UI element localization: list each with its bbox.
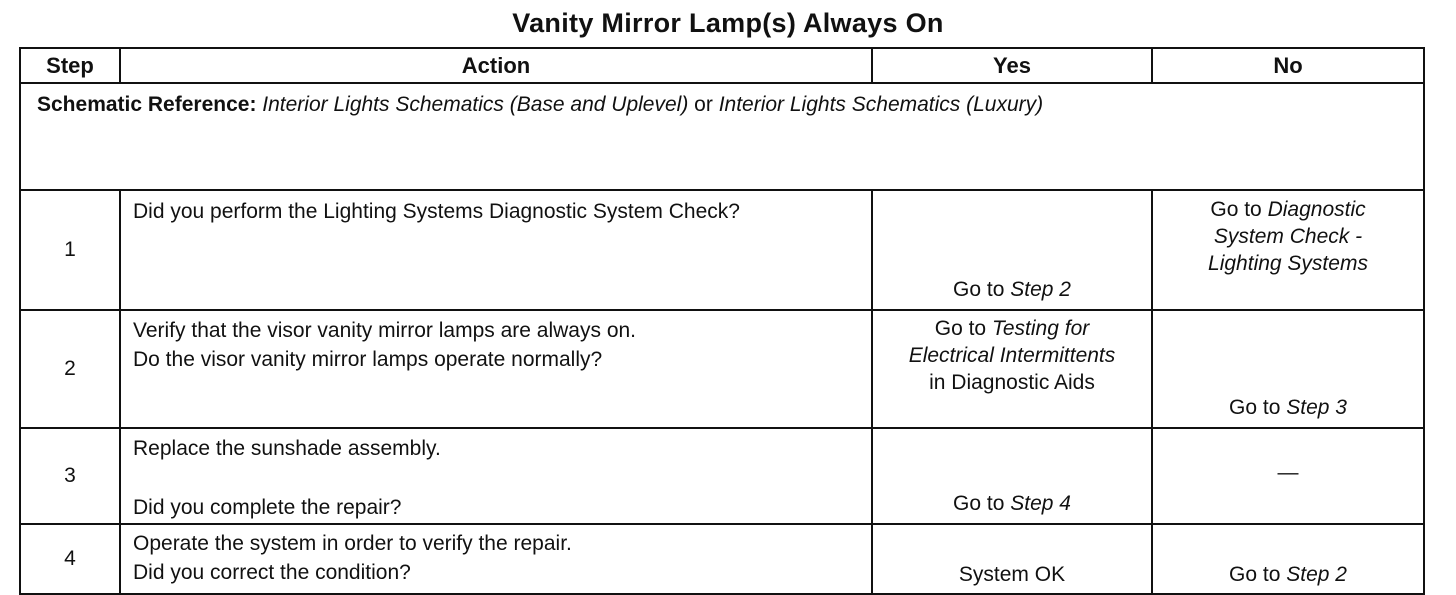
table-row (20, 428, 1424, 524)
action-cell (120, 524, 872, 594)
no-step-link[interactable]: Step 2 (1286, 563, 1347, 586)
schematic-reference-connector: or (694, 93, 713, 116)
step-number: 2 (20, 310, 120, 428)
header-row (20, 48, 1424, 83)
table-row (20, 310, 1424, 428)
action-cell (120, 190, 872, 310)
yes-step-link[interactable]: Step 4 (1010, 492, 1071, 515)
yes-cell (872, 190, 1152, 310)
header-step: Step (20, 48, 120, 83)
yes-link-line1[interactable]: Testing for (991, 317, 1090, 340)
action-question: Do the visor vanity mirror lamps operate normally? (133, 348, 603, 371)
no-link-line3[interactable]: Lighting Systems (1208, 252, 1368, 275)
no-dash: — (1277, 460, 1299, 484)
action-text: Replace the sunshade assembly. (133, 437, 441, 460)
schematic-reference-row (20, 83, 1424, 190)
table-row (20, 190, 1424, 310)
no-prefix: Go to (1229, 563, 1281, 586)
no-link-line1[interactable]: Diagnostic (1267, 198, 1366, 221)
step-number: 3 (20, 428, 120, 524)
no-cell (1152, 428, 1424, 524)
yes-step-link[interactable]: Step 2 (1010, 278, 1071, 301)
no-prefix: Go to (1210, 198, 1262, 221)
no-cell (1152, 310, 1424, 428)
no-prefix: Go to (1229, 396, 1281, 419)
yes-suffix: in Diagnostic Aids (929, 371, 1095, 394)
yes-cell (872, 524, 1152, 594)
yes-prefix: Go to (953, 278, 1005, 301)
yes-prefix: Go to (934, 317, 987, 340)
header-yes: Yes (872, 48, 1152, 83)
yes-link-line2[interactable]: Electrical Intermittents (908, 344, 1116, 367)
action-cell (120, 428, 872, 524)
no-link-line2[interactable]: System Check - (1213, 225, 1363, 248)
action-question: Did you complete the repair? (133, 496, 402, 519)
action-text: Did you perform the Lighting Systems Diagnostic System Check? (133, 200, 740, 223)
page-title: Vanity Mirror Lamp(s) Always On (512, 8, 944, 38)
action-text: Operate the system in order to verify the repair. (133, 532, 572, 555)
table-row (20, 524, 1424, 594)
schematic-reference-link-2[interactable]: Interior Lights Schematics (Luxury) (718, 93, 1044, 116)
action-question: Did you correct the condition? (133, 561, 411, 584)
yes-cell (872, 428, 1152, 524)
no-cell (1152, 190, 1424, 310)
yes-result: System OK (958, 563, 1066, 586)
no-cell (1152, 524, 1424, 594)
header-action: Action (120, 48, 872, 83)
yes-prefix: Go to (953, 492, 1005, 515)
schematic-reference-link-1[interactable]: Interior Lights Schematics (Base and Uplevel) (262, 93, 689, 116)
schematic-reference (20, 83, 1424, 190)
action-text: Verify that the visor vanity mirror lamps are always on. (133, 319, 637, 342)
action-cell (120, 310, 872, 428)
header-no: No (1152, 48, 1424, 83)
no-step-link[interactable]: Step 3 (1286, 396, 1347, 419)
schematic-reference-label: Schematic Reference: (37, 93, 257, 116)
step-number: 1 (20, 190, 120, 310)
diagnostic-table (19, 47, 1425, 595)
yes-cell (872, 310, 1152, 428)
step-number: 4 (20, 524, 120, 594)
